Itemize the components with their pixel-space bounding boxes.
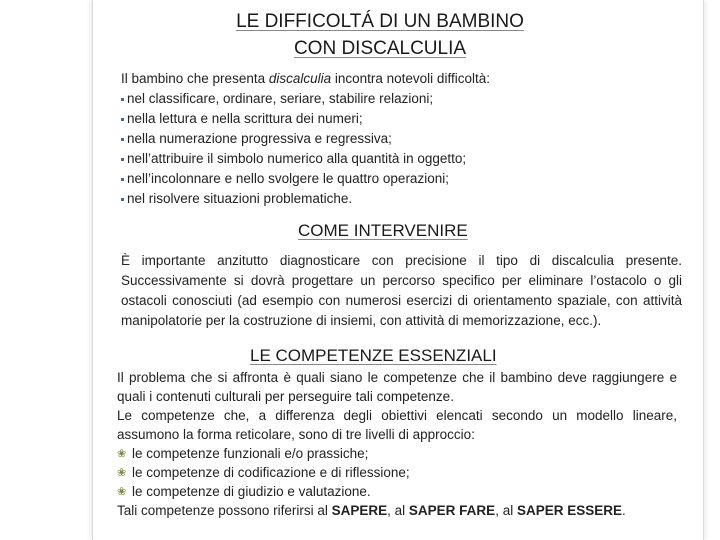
list-item: nell’incolonnare e nello svolgere le quattro operazioni;	[121, 169, 591, 189]
final-text-3: , al	[495, 503, 517, 518]
come-intervenire-text: È importante anzitutto diagnosticare con precisione il tipo di discalculia presente. Successivamente si dovrà progettare un percorso specifico per eliminare l’ostacolo o gli ostacoli conosciuti (ad esempio con numerosi esercizi di orientamento spaziale, con attività manipolatorie per la costruzione di insiemi, con attività di memorizzazione, ecc.).	[121, 253, 682, 328]
competenze-final	[117, 501, 677, 520]
page-title	[120, 8, 640, 62]
list-item: ❀ le competenze di codificazione e di riflessione;	[117, 463, 677, 482]
list-item: nell’attribuire il simbolo numerico alla quantità in oggetto;	[121, 149, 591, 169]
intro-lead-text-end: incontra notevoli difficoltà:	[331, 71, 490, 86]
intro-section	[121, 69, 591, 209]
list-item: ❀ le competenze funzionali e/o prassiche;	[117, 444, 677, 463]
title-line-1: LE DIFFICOLTÁ DI UN BAMBINO	[236, 11, 524, 32]
final-bold-saper-fare: SAPER FARE	[408, 503, 496, 518]
competenze-list	[117, 444, 677, 501]
final-bold-saper-essere: SAPER ESSERE	[516, 503, 622, 518]
intro-lead-text: Il bambino che presenta	[121, 71, 269, 86]
come-intervenire-heading: COME INTERVENIRE	[298, 221, 468, 240]
competenze-heading: LE COMPETENZE ESSENZIALI	[250, 346, 497, 365]
competenze-section	[117, 368, 677, 520]
final-text-4: .	[622, 503, 626, 518]
intro-lead-italic: discalculia	[268, 71, 332, 86]
intro-lead	[121, 69, 591, 89]
competenze-paragraph-1: Il problema che si affronta è quali siano le competenze che il bambino deve raggiungere e quali i contenuti culturali per perseguire tali competenze.	[117, 370, 677, 404]
final-text-1: Tali competenze possono riferirsi al	[117, 503, 332, 518]
list-item: nel classificare, ordinare, seriare, stabilire relazioni;	[121, 89, 591, 109]
difficulty-list	[121, 89, 591, 209]
list-item: nella lettura e nella scrittura dei numeri;	[121, 109, 591, 129]
title-line-2: CON DISCALCULIA	[293, 38, 467, 59]
final-bold-sapere: SAPERE	[331, 503, 388, 518]
list-item: ❀ le competenze di giudizio e valutazione.	[117, 482, 677, 501]
list-item: nella numerazione progressiva e regressiva;	[121, 129, 591, 149]
final-text-2: , al	[387, 503, 409, 518]
competenze-paragraph-2: Le competenze che, a differenza degli obiettivi elencati secondo un modello lineare, assumono la forma reticolare, sono di tre livelli di approccio:	[117, 408, 677, 442]
list-item: nel risolvere situazioni problematiche.	[121, 189, 591, 209]
